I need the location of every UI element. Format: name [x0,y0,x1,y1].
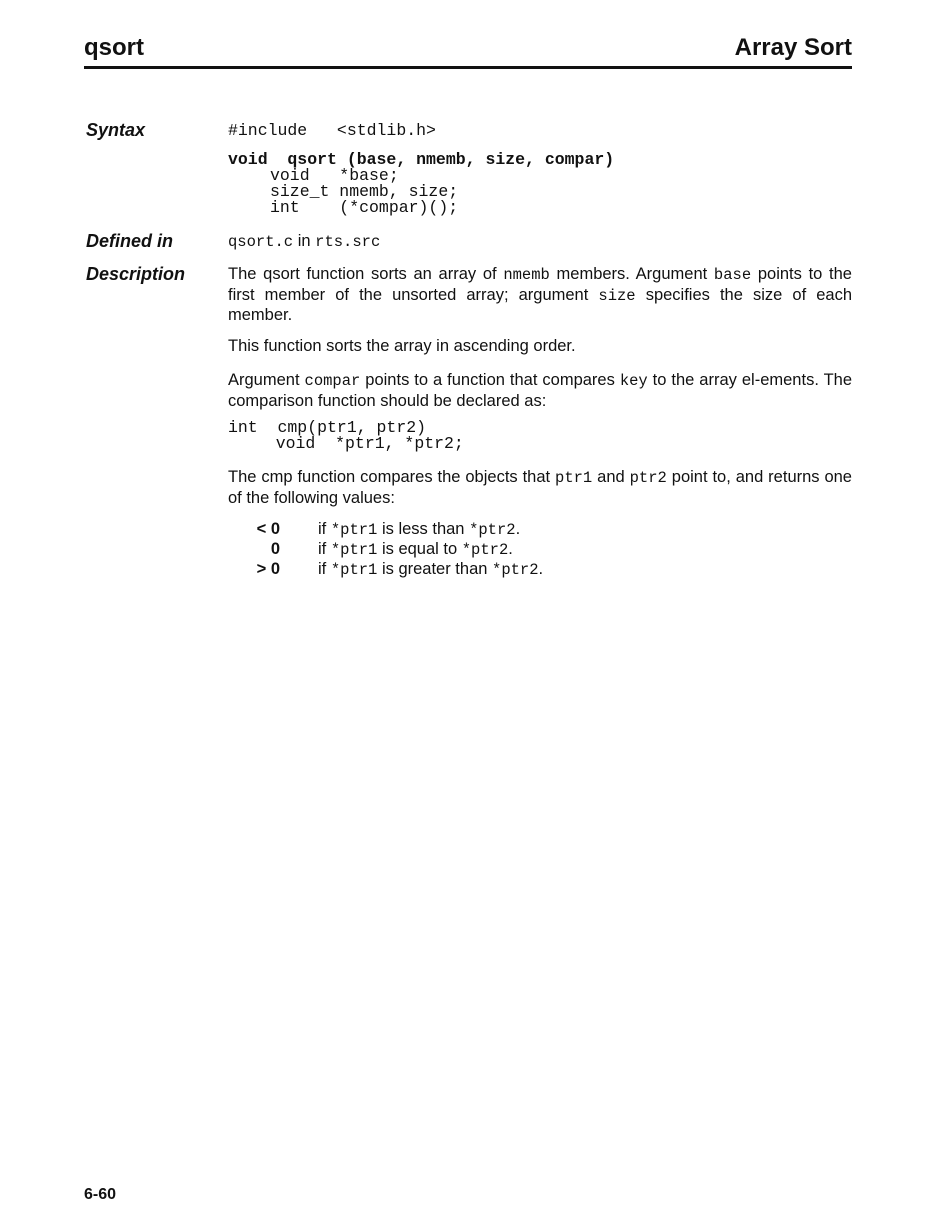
header-rule [84,66,852,69]
defined-in-file: qsort.c [228,233,294,251]
function-name-title: qsort [84,34,144,61]
cmp-declaration-line-1: int cmp(ptr1, ptr2) [228,418,427,437]
syntax-param-nmemb-size: size_t nmemb, size; [270,182,459,201]
return-value-row [228,560,728,580]
page-number: 6-60 [84,1186,117,1203]
description-paragraph-1: The qsort function sorts an array of nmemb members. Argument base points to the first member of the unsorted array; argument size specifies the size of each member. [228,265,853,324]
return-value-description: if *ptr1 is equal to *ptr2. [318,540,513,559]
return-value-symbol: > 0 [256,560,280,578]
page-header [84,34,852,68]
return-value-description: if *ptr1 is greater than *ptr2. [318,560,544,579]
description-paragraph-2: This function sorts the array in ascending order. [228,337,576,355]
syntax-param-base: void *base; [270,166,399,185]
return-value-row [228,520,728,540]
description-label: Description [86,264,186,284]
return-value-symbol: 0 [270,540,280,558]
syntax-label: Syntax [86,120,146,140]
return-value-symbol: < 0 [256,520,280,538]
defined-in-source: rts.src [315,233,381,251]
return-values-list [228,520,728,580]
return-value-description: if *ptr1 is less than *ptr2. [318,520,521,539]
defined-in-label: Defined in [86,231,174,251]
syntax-include: #include <stdlib.h> [228,121,436,140]
description-paragraph-3: Argument compar points to a function that compares key to the array el-ements. The comparison function should be declared as: [228,371,852,410]
syntax-param-compar: int (*compar)(); [270,198,459,217]
cmp-declaration-line-2: void *ptr1, *ptr2; [246,434,464,453]
syntax-declaration: void qsort (base, nmemb, size, compar) [228,150,615,169]
defined-in-text: qsort.c in rts.src [228,232,381,251]
section-title: Array Sort [734,34,852,61]
description-paragraph-4: The cmp function compares the objects that ptr1 and ptr2 point to, and returns one of the following values: [228,468,852,507]
return-value-row [228,540,728,560]
